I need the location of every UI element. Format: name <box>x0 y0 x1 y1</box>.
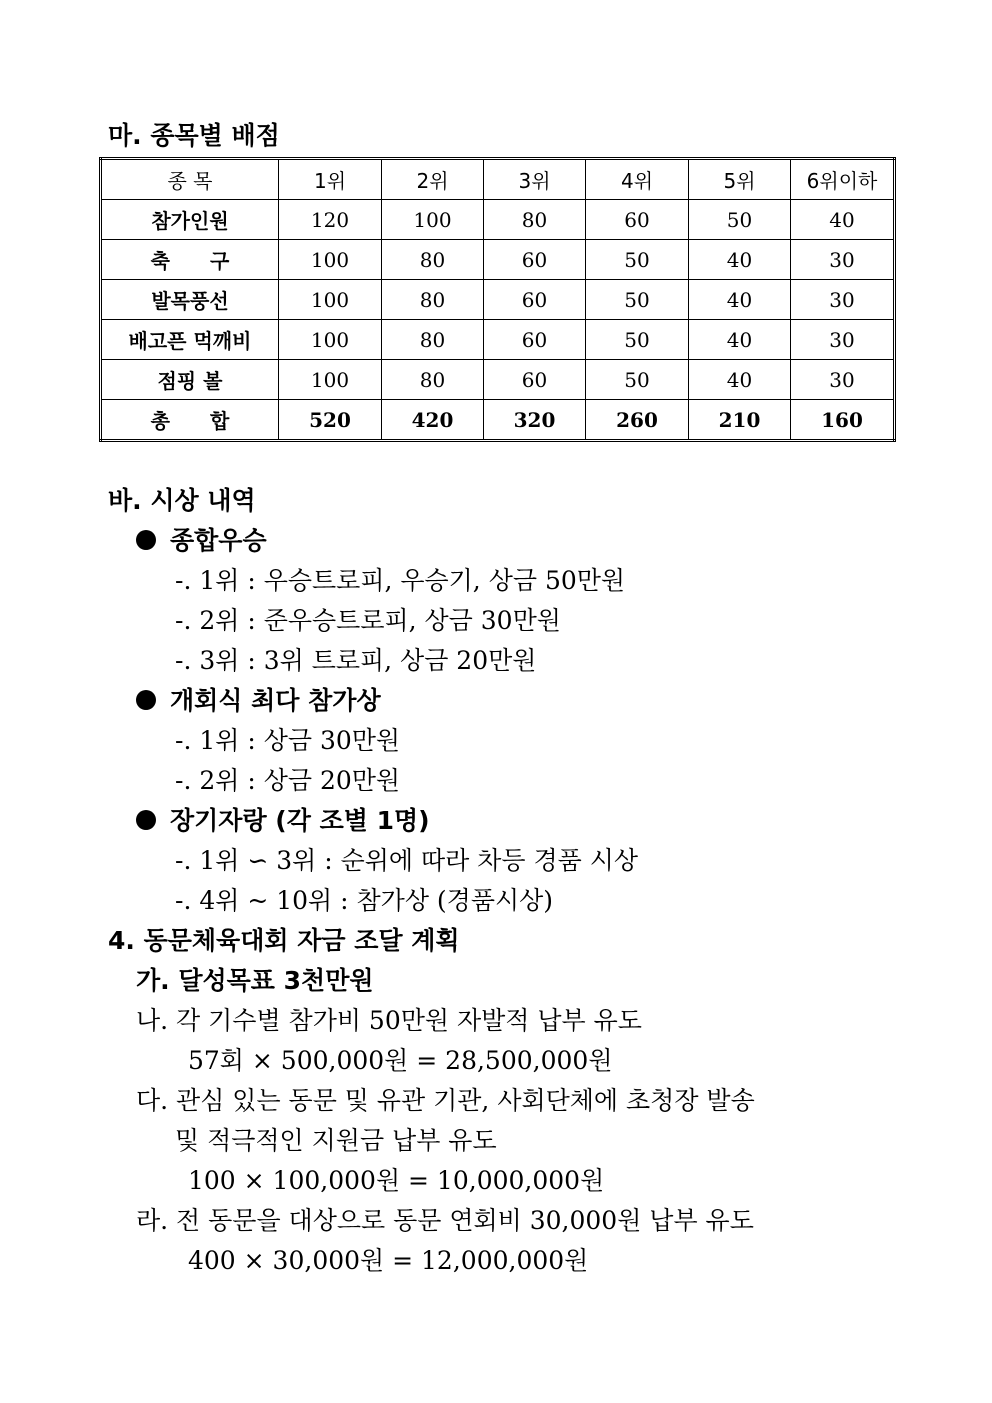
award-item: -. 2위 : 준우승트로피, 상금 30만원 <box>175 606 561 635</box>
subsection-ga: 가. 달성목표 3천만원 <box>136 966 374 995</box>
award-item: -. 1위 : 상금 30만원 <box>175 726 401 755</box>
table-cell: 40 <box>791 200 895 240</box>
table-cell: 30 <box>791 240 895 280</box>
calc-da: 100 × 100,000원 = 10,000,000원 <box>188 1166 605 1195</box>
award-item: -. 1위 ∽ 3위 : 순위에 따라 차등 경품 시상 <box>175 846 639 875</box>
calc-na: 57회 × 500,000원 = 28,500,000원 <box>188 1046 613 1075</box>
table-header-row <box>101 159 895 200</box>
table-row-label: 배고픈 먹깨비 <box>101 320 279 360</box>
table-row-label: 점핑 볼 <box>101 360 279 400</box>
calc-ra: 400 × 30,000원 = 12,000,000원 <box>188 1246 589 1275</box>
table-cell: 260 <box>586 400 689 441</box>
table-cell: 80 <box>382 280 484 320</box>
bullet-icon <box>136 530 156 550</box>
table-cell: 30 <box>791 320 895 360</box>
table-cell: 210 <box>689 400 791 441</box>
bullet-icon <box>136 690 156 710</box>
section-title-ba: 바. 시상 내역 <box>108 486 256 515</box>
table-cell: 420 <box>382 400 484 441</box>
table-cell: 50 <box>586 360 689 400</box>
table-row-label: 발목풍선 <box>101 280 279 320</box>
section-title-4: 4. 동문체육대회 자금 조달 계획 <box>108 926 460 955</box>
table-cell: 100 <box>279 360 382 400</box>
table-cell: 50 <box>586 320 689 360</box>
table-cell: 30 <box>791 280 895 320</box>
award-item: -. 2위 : 상금 20만원 <box>175 766 401 795</box>
table-cell: 80 <box>382 320 484 360</box>
table-cell: 100 <box>382 200 484 240</box>
table-cell: 80 <box>382 240 484 280</box>
table-header-cell: 3위 <box>484 159 586 200</box>
table-cell: 320 <box>484 400 586 441</box>
table-header-cell: 4위 <box>586 159 689 200</box>
table-cell: 100 <box>279 240 382 280</box>
table-cell: 40 <box>689 360 791 400</box>
table-row <box>101 240 895 280</box>
table-cell: 120 <box>279 200 382 240</box>
award-item: -. 1위 : 우승트로피, 우승기, 상금 50만원 <box>175 566 626 595</box>
section-title-ma: 마. 종목별 배점 <box>108 121 280 150</box>
table-cell: 50 <box>586 240 689 280</box>
table-cell: 50 <box>586 280 689 320</box>
subsection-na: 나. 각 기수별 참가비 50만원 자발적 납부 유도 <box>136 1006 642 1035</box>
table-header-cell: 1위 <box>279 159 382 200</box>
table-header-cell: 5위 <box>689 159 791 200</box>
subsection-da: 다. 관심 있는 동문 및 유관 기관, 사회단체에 초청장 발송 <box>136 1086 755 1115</box>
bullet-icon <box>136 810 156 830</box>
subsection-da-cont: 및 적극적인 지원금 납부 유도 <box>175 1126 497 1155</box>
table-row <box>101 280 895 320</box>
table-row <box>101 200 895 240</box>
table-header-cell: 6위이하 <box>791 159 895 200</box>
table-cell: 60 <box>484 320 586 360</box>
table-cell: 520 <box>279 400 382 441</box>
table-cell: 40 <box>689 240 791 280</box>
table-row <box>101 320 895 360</box>
table-row-label: 축 구 <box>101 240 279 280</box>
table-cell: 100 <box>279 280 382 320</box>
table-cell: 30 <box>791 360 895 400</box>
award-group-title: 개회식 최다 참가상 <box>136 681 381 717</box>
subsection-ra: 라. 전 동문을 대상으로 동문 연회비 30,000원 납부 유도 <box>136 1206 754 1235</box>
table-cell: 40 <box>689 280 791 320</box>
award-group-title: 종합우승 <box>136 521 267 557</box>
table-cell: 100 <box>279 320 382 360</box>
table-cell: 160 <box>791 400 895 441</box>
award-group-title: 장기자랑 (각 조별 1명) <box>136 801 430 837</box>
table-cell: 80 <box>382 360 484 400</box>
table-row-label: 총 합 <box>101 400 279 441</box>
table-total-row <box>101 400 895 441</box>
award-item: -. 3위 : 3위 트로피, 상금 20만원 <box>175 646 537 675</box>
table-row <box>101 360 895 400</box>
table-cell: 60 <box>484 360 586 400</box>
table-cell: 80 <box>484 200 586 240</box>
table-cell: 60 <box>484 240 586 280</box>
table-cell: 60 <box>484 280 586 320</box>
table-cell: 40 <box>689 320 791 360</box>
table-header-cell: 2위 <box>382 159 484 200</box>
table-row-label: 참가인원 <box>101 200 279 240</box>
table-cell: 50 <box>689 200 791 240</box>
award-item: -. 4위 ~ 10위 : 참가상 (경품시상) <box>175 886 554 915</box>
score-table <box>99 157 896 442</box>
table-cell: 60 <box>586 200 689 240</box>
table-header-cell: 종 목 <box>101 159 279 200</box>
